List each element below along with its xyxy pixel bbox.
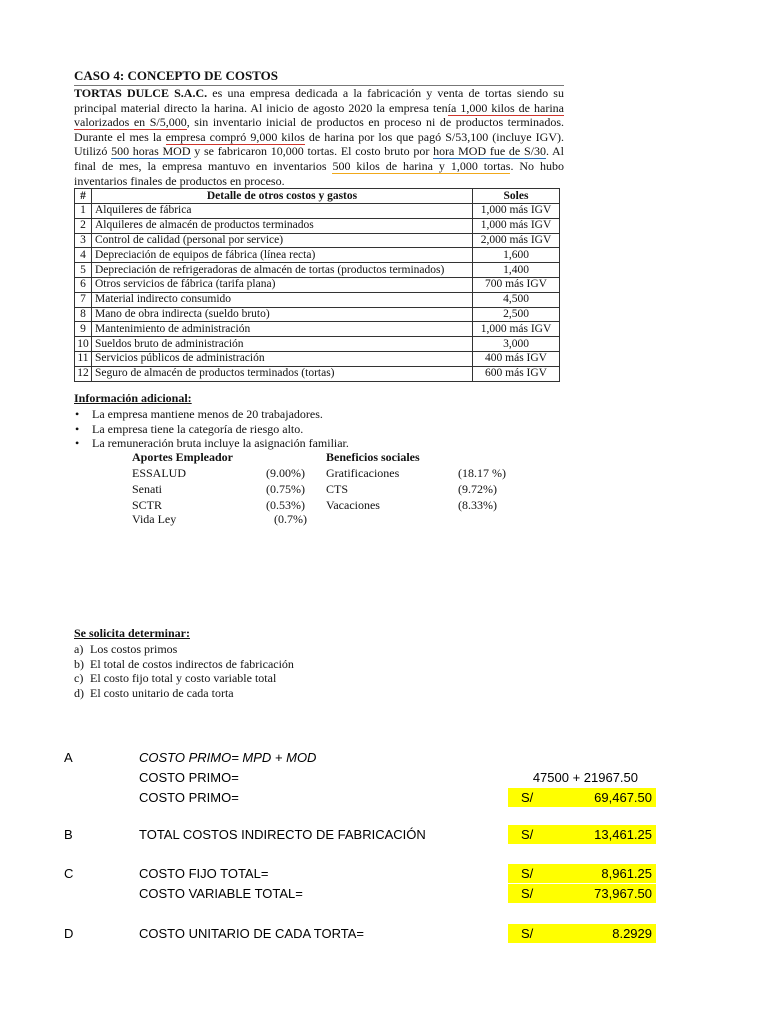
contribution-rate: (0.75%) bbox=[266, 482, 305, 496]
desc-part-1: es una empresa dedicada a la fabricación y venta de tortas siendo su principal material directo la harina. Al inicio de agosto 2020 la empresa ten bbox=[74, 86, 564, 115]
vida-ley-row bbox=[132, 514, 552, 527]
row-soles: 1,000 más IGV bbox=[473, 322, 560, 337]
contribution-label: ESSALUD bbox=[132, 466, 187, 480]
list-item bbox=[74, 686, 294, 701]
row-number: 5 bbox=[75, 263, 92, 278]
row-soles: 1,600 bbox=[473, 248, 560, 263]
list-item bbox=[74, 671, 294, 686]
answer-letter-c: C bbox=[64, 866, 74, 881]
currency-symbol: S/ bbox=[521, 827, 534, 842]
variable-cost-value: 73,967.50 bbox=[594, 886, 652, 901]
vida-ley-rate: (0.7%) bbox=[274, 512, 307, 526]
table-row bbox=[75, 337, 560, 352]
row-detail: Alquileres de almacén de productos terminados bbox=[92, 218, 473, 233]
fixed-cost-label: COSTO FIJO TOTAL= bbox=[139, 866, 269, 881]
table-row bbox=[75, 277, 560, 292]
item-letter: b) bbox=[74, 656, 84, 671]
row-soles: 2,000 más IGV bbox=[473, 233, 560, 248]
benefit-rate: (9.72%) bbox=[458, 482, 497, 496]
row-detail: Alquileres de fábrica bbox=[92, 203, 473, 218]
contributions-header bbox=[132, 450, 552, 466]
answer-a-result-row bbox=[0, 788, 768, 807]
underline-initial-inventory: ía 1,000 kilos de harina valorizados en S/5,000 bbox=[74, 100, 564, 130]
item-letter: d) bbox=[74, 685, 84, 700]
table-row bbox=[75, 248, 560, 263]
table-row bbox=[75, 218, 560, 233]
desc-part-2: , sin inventario inicial de productos en proceso ni de productos terminados. Durante el mes la bbox=[74, 115, 564, 144]
contribution-label: Senati bbox=[132, 482, 162, 496]
benefit-label: Gratificaciones bbox=[326, 466, 400, 480]
underline-purchase: empresa compró 9,000 kilos bbox=[165, 129, 305, 144]
table-row bbox=[75, 263, 560, 278]
row-detail: Seguro de almacén de productos terminados (tortas) bbox=[92, 366, 473, 381]
table-row bbox=[75, 366, 560, 381]
row-soles: 600 más IGV bbox=[473, 366, 560, 381]
list-item bbox=[74, 657, 294, 672]
table-row bbox=[75, 351, 560, 366]
list-item: • La remuneración bruta incluye la asignación familiar. bbox=[92, 436, 574, 451]
row-detail: Depreciación de equipos de fábrica (línea recta) bbox=[92, 248, 473, 263]
prime-cost-cell bbox=[508, 788, 656, 807]
prime-cost-value: 69,467.50 bbox=[594, 790, 652, 805]
row-detail: Control de calidad (personal por service) bbox=[92, 233, 473, 248]
social-benefits-heading: Beneficios sociales bbox=[326, 450, 420, 464]
employer-contributions-heading: Aportes Empleador bbox=[132, 450, 233, 464]
indirect-costs-value: 13,461.25 bbox=[594, 827, 652, 842]
row-soles: 700 más IGV bbox=[473, 277, 560, 292]
prime-cost-expression: 47500 + 21967.50 bbox=[532, 770, 638, 785]
row-number: 4 bbox=[75, 248, 92, 263]
table-header-row bbox=[75, 189, 560, 204]
desc-part-4: y se fabricaron 10,000 tortas. El costo bruto por bbox=[190, 144, 434, 159]
contribution-row bbox=[132, 466, 552, 482]
contribution-rate: (9.00%) bbox=[266, 466, 305, 480]
row-number: 9 bbox=[75, 322, 92, 337]
contributions-block bbox=[132, 450, 552, 527]
row-soles: 1,000 más IGV bbox=[473, 218, 560, 233]
row-number: 8 bbox=[75, 307, 92, 322]
prime-cost-label: COSTO PRIMO= bbox=[139, 790, 239, 805]
row-detail: Mantenimiento de administración bbox=[92, 322, 473, 337]
desc-part-3: de harina por los que pagó S/53,100 (incluye IGV). Utilizó bbox=[74, 129, 564, 159]
table-row bbox=[75, 292, 560, 307]
unit-cost-label: COSTO UNITARIO DE CADA TORTA= bbox=[139, 926, 365, 941]
underline-mod-cost: hora MOD fue de S/30 bbox=[433, 144, 546, 159]
answer-letter-a: A bbox=[64, 750, 73, 765]
variable-cost-cell bbox=[508, 884, 656, 903]
table-row bbox=[75, 233, 560, 248]
vida-ley-label: Vida Ley bbox=[132, 512, 177, 526]
additional-info-title: Información adicional: bbox=[74, 391, 192, 405]
table-row bbox=[75, 203, 560, 218]
list-item: • La empresa tiene la categoría de riesgo alto. bbox=[92, 422, 574, 437]
currency-symbol: S/ bbox=[521, 886, 534, 901]
contribution-row bbox=[132, 498, 552, 514]
row-detail: Depreciación de refrigeradoras de almacén de tortas (productos terminados) bbox=[92, 263, 473, 278]
table-row bbox=[75, 307, 560, 322]
list-item: • La empresa mantiene menos de 20 trabajadores. bbox=[92, 407, 574, 422]
desc-part-5: . Al final de mes, la empresa mantuvo en inventarios bbox=[74, 144, 565, 173]
case-description bbox=[74, 86, 564, 188]
row-number: 10 bbox=[75, 337, 92, 352]
row-number: 12 bbox=[75, 366, 92, 381]
fixed-cost-cell bbox=[508, 864, 656, 883]
item-text: Los costos primos bbox=[90, 642, 178, 656]
answer-c-fixed-row bbox=[0, 864, 768, 883]
row-detail: Otros servicios de fábrica (tarifa plana) bbox=[92, 277, 473, 292]
item-letter: c) bbox=[74, 671, 84, 685]
unit-cost-cell bbox=[508, 924, 656, 943]
row-detail: Servicios públicos de administración bbox=[92, 351, 473, 366]
row-soles: 1,400 bbox=[473, 263, 560, 278]
col-header-number: # bbox=[75, 189, 92, 204]
item-text: El costo fijo total y costo variable total bbox=[90, 671, 277, 685]
contribution-rate: (0.53%) bbox=[266, 498, 305, 512]
answer-c-variable-row bbox=[0, 884, 768, 903]
row-number: 1 bbox=[75, 203, 92, 218]
answer-a-formula-row bbox=[0, 748, 768, 767]
benefit-rate: (18.17 %) bbox=[458, 466, 506, 480]
answer-b-row bbox=[0, 825, 768, 844]
col-header-detail: Detalle de otros costos y gastos bbox=[92, 189, 473, 204]
prime-cost-label: COSTO PRIMO= bbox=[139, 770, 239, 785]
currency-symbol: S/ bbox=[521, 866, 534, 881]
company-name: TORTAS DULCE S.A.C. bbox=[74, 86, 208, 100]
additional-info-list bbox=[74, 407, 574, 451]
unit-cost-value: 8.2929 bbox=[612, 926, 652, 941]
benefit-label: CTS bbox=[326, 482, 349, 496]
row-soles: 400 más IGV bbox=[473, 351, 560, 366]
currency-symbol: S/ bbox=[521, 790, 534, 805]
case-section bbox=[74, 68, 564, 382]
prime-cost-formula: COSTO PRIMO= MPD + MOD bbox=[139, 750, 317, 765]
answer-d-row bbox=[0, 924, 768, 943]
row-soles: 2,500 bbox=[473, 307, 560, 322]
item-text: El costo unitario de cada torta bbox=[90, 685, 234, 700]
table-row bbox=[75, 322, 560, 337]
requirements-section bbox=[74, 626, 294, 700]
row-detail: Sueldos bruto de administración bbox=[92, 337, 473, 352]
underline-final-inventory: 500 kilos de harina y 1,000 tortas bbox=[332, 158, 511, 173]
underline-mod-hours: 500 horas MOD bbox=[111, 144, 191, 159]
answer-letter-d: D bbox=[64, 926, 74, 941]
contribution-row bbox=[132, 482, 552, 498]
costs-table bbox=[74, 188, 560, 381]
item-text: El total de costos indirectos de fabricación bbox=[90, 656, 294, 671]
row-number: 2 bbox=[75, 218, 92, 233]
variable-cost-label: COSTO VARIABLE TOTAL= bbox=[139, 886, 303, 901]
desc-part-6: . No hubo inventarios finales de productos en proceso. bbox=[74, 158, 564, 188]
row-soles: 3,000 bbox=[473, 337, 560, 352]
contribution-label: SCTR bbox=[132, 498, 163, 512]
row-number: 7 bbox=[75, 292, 92, 307]
list-item bbox=[74, 642, 294, 657]
answer-a-expression-row bbox=[0, 768, 768, 787]
benefit-rate: (8.33%) bbox=[458, 498, 497, 512]
case-title: CASO 4: CONCEPTO DE COSTOS bbox=[74, 68, 278, 83]
row-soles: 4,500 bbox=[473, 292, 560, 307]
col-header-soles: Soles bbox=[473, 189, 560, 204]
answer-letter-b: B bbox=[64, 827, 73, 842]
row-number: 3 bbox=[75, 233, 92, 248]
row-number: 6 bbox=[75, 277, 92, 292]
indirect-costs-cell bbox=[508, 825, 656, 844]
row-detail: Mano de obra indirecta (sueldo bruto) bbox=[92, 307, 473, 322]
row-number: 11 bbox=[75, 351, 92, 366]
benefit-label: Vacaciones bbox=[326, 498, 380, 512]
row-soles: 1,000 más IGV bbox=[473, 203, 560, 218]
currency-symbol: S/ bbox=[521, 926, 534, 941]
item-letter: a) bbox=[74, 642, 84, 656]
row-detail: Material indirecto consumido bbox=[92, 292, 473, 307]
additional-info bbox=[74, 391, 574, 451]
indirect-costs-label: TOTAL COSTOS INDIRECTO DE FABRICACIÓN bbox=[139, 827, 426, 842]
requirements-title: Se solicita determinar: bbox=[74, 626, 190, 640]
fixed-cost-value: 8,961.25 bbox=[601, 866, 652, 881]
